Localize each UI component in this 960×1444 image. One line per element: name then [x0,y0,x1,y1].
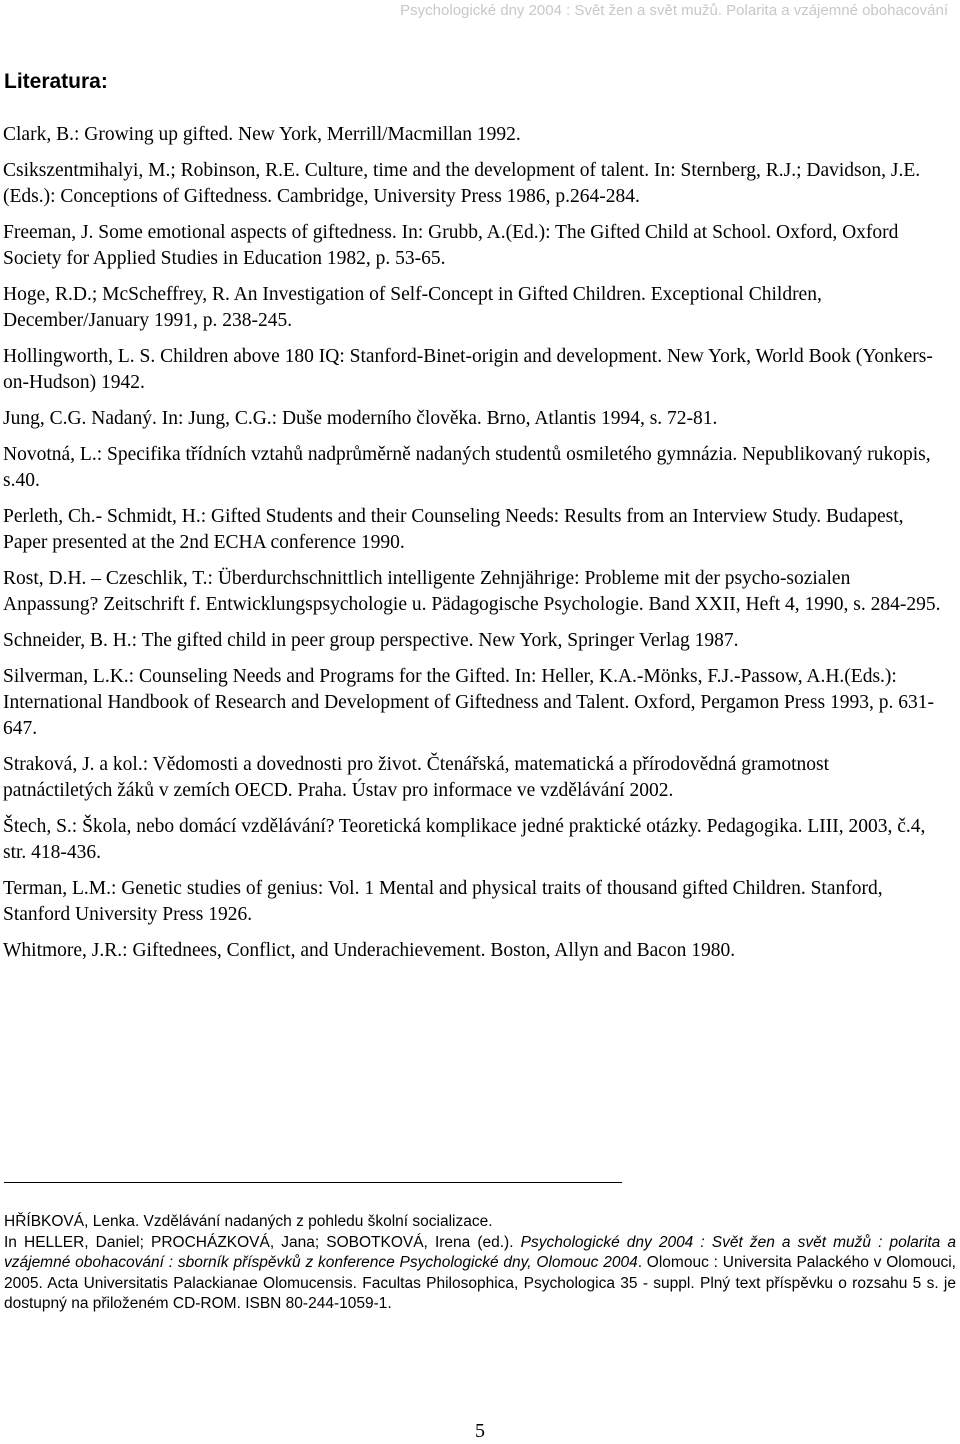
footnote-publication-details: . Olomouc : Universita Palackého v Olomouci, 2005. Acta Universitatis Palackianae Olomucensis. Facultas Philosophica, Psychologica 35 - suppl. Plný text příspěvku o rozsahu 5 s. je dostupný na přiloženém CD-ROM. ISBN 80-244-1059-1. [4,1254,956,1312]
reference-item: Štech, S.: Škola, nebo domácí vzdělávání? Teoretická komplikace jedné praktické otázky. Pedagogika. LIII, 2003, č.4, str. 418-436. [3,816,926,863]
reference-list [3,122,943,964]
reference-item: Hollingworth, L. S. Children above 180 IQ: Stanford-Binet-origin and development. New York, World Book (Yonkers-on-Hudson) 1942. [3,346,933,393]
reference-item: Clark, B.: Growing up gifted. New York, Merrill/Macmillan 1992. [3,124,521,145]
reference-item: Jung, C.G. Nadaný. In: Jung, C.G.: Duše moderního člověka. Brno, Atlantis 1994, s. 72-81. [3,408,718,429]
running-header: Psychologické dny 2004 : Svět žen a svět mužů. Polarita a vzájemné obohacování [400,2,948,19]
reference-item: Rost, D.H. – Czeschlik, T.: Überdurchschnittlich intelligente Zehnjährige: Probleme mit der psycho-sozialen Anpassung? Zeitschrift f. Entwicklungspsychologie u. Pädagogische Psychologie. Band XXII, Heft 4, 1990, s. 284-295. [3,568,941,615]
reference-item: Hoge, R.D.; McScheffrey, R. An Investigation of Self-Concept in Gifted Children. Exceptional Children, December/January 1991, p. 238-245. [3,284,822,331]
reference-item: Perleth, Ch.- Schmidt, H.: Gifted Students and their Counseling Needs: Results from an Interview Study. Budapest, Paper presented at the 2nd ECHA conference 1990. [3,506,904,553]
reference-item: Freeman, J. Some emotional aspects of giftedness. In: Grubb, A.(Ed.): The Gifted Child at School. Oxford, Oxford Society for Applied Studies in Education 1982, p. 53-65. [3,222,899,269]
reference-item: Novotná, L.: Specifika třídních vztahů nadprůměrně nadaných studentů osmiletého gymnázia. Nepublikovaný rukopis, s.40. [3,444,931,491]
reference-item: Terman, L.M.: Genetic studies of genius: Vol. 1 Mental and physical traits of thousand gifted Children. Stanford, Stanford University Press 1926. [3,878,883,925]
footnote-proceedings-title: Psychologické dny 2004 : Svět žen a svět mužů : polarita a vzájemné obohacování : sborník příspěvků z konference Psychologické dny, Olomouc 2004 [4,1233,956,1271]
reference-item: Whitmore, J.R.: Giftednees, Conflict, and Underachievement. Boston, Allyn and Bacon 1980. [3,940,736,961]
reference-item: Schneider, B. H.: The gifted child in peer group perspective. New York, Springer Verlag 1987. [3,630,739,651]
page-number: 5 [475,1420,485,1442]
reference-item: Straková, J. a kol.: Vědomosti a dovednosti pro život. Čtenářská, matematická a přírodovědná gramotnost patnáctiletých žáků v zemích OECD. Praha. Ústav pro informace ve vzdělávání 2002. [3,754,830,801]
section-title: Literatura: [4,70,108,93]
footnote-author-line: HŘÍBKOVÁ, Lenka. Vzdělávání nadaných z pohledu školní socializace. [4,1213,493,1230]
reference-item: Csikszentmihalyi, M.; Robinson, R.E. Culture, time and the development of talent. In: Sternberg, R.J.; Davidson, J.E. (Eds.): Conceptions of Giftedness. Cambridge, University Press 1986, p.264-284. [3,160,921,207]
footnote-divider [4,1182,622,1183]
footnote-prefix: In HELLER, Daniel; PROCHÁZKOVÁ, Jana; SOBOTKOVÁ, Irena (ed.). [4,1233,521,1251]
reference-item: Silverman, L.K.: Counseling Needs and Programs for the Gifted. In: Heller, K.A.-Mönks, F.J.-Passow, A.H.(Eds.): International Handbook of Research and Development of Giftedness and Talent. Oxford, Pergamon Press 1993, p. 631-647. [3,666,934,739]
citation-footnote [4,1212,956,1315]
